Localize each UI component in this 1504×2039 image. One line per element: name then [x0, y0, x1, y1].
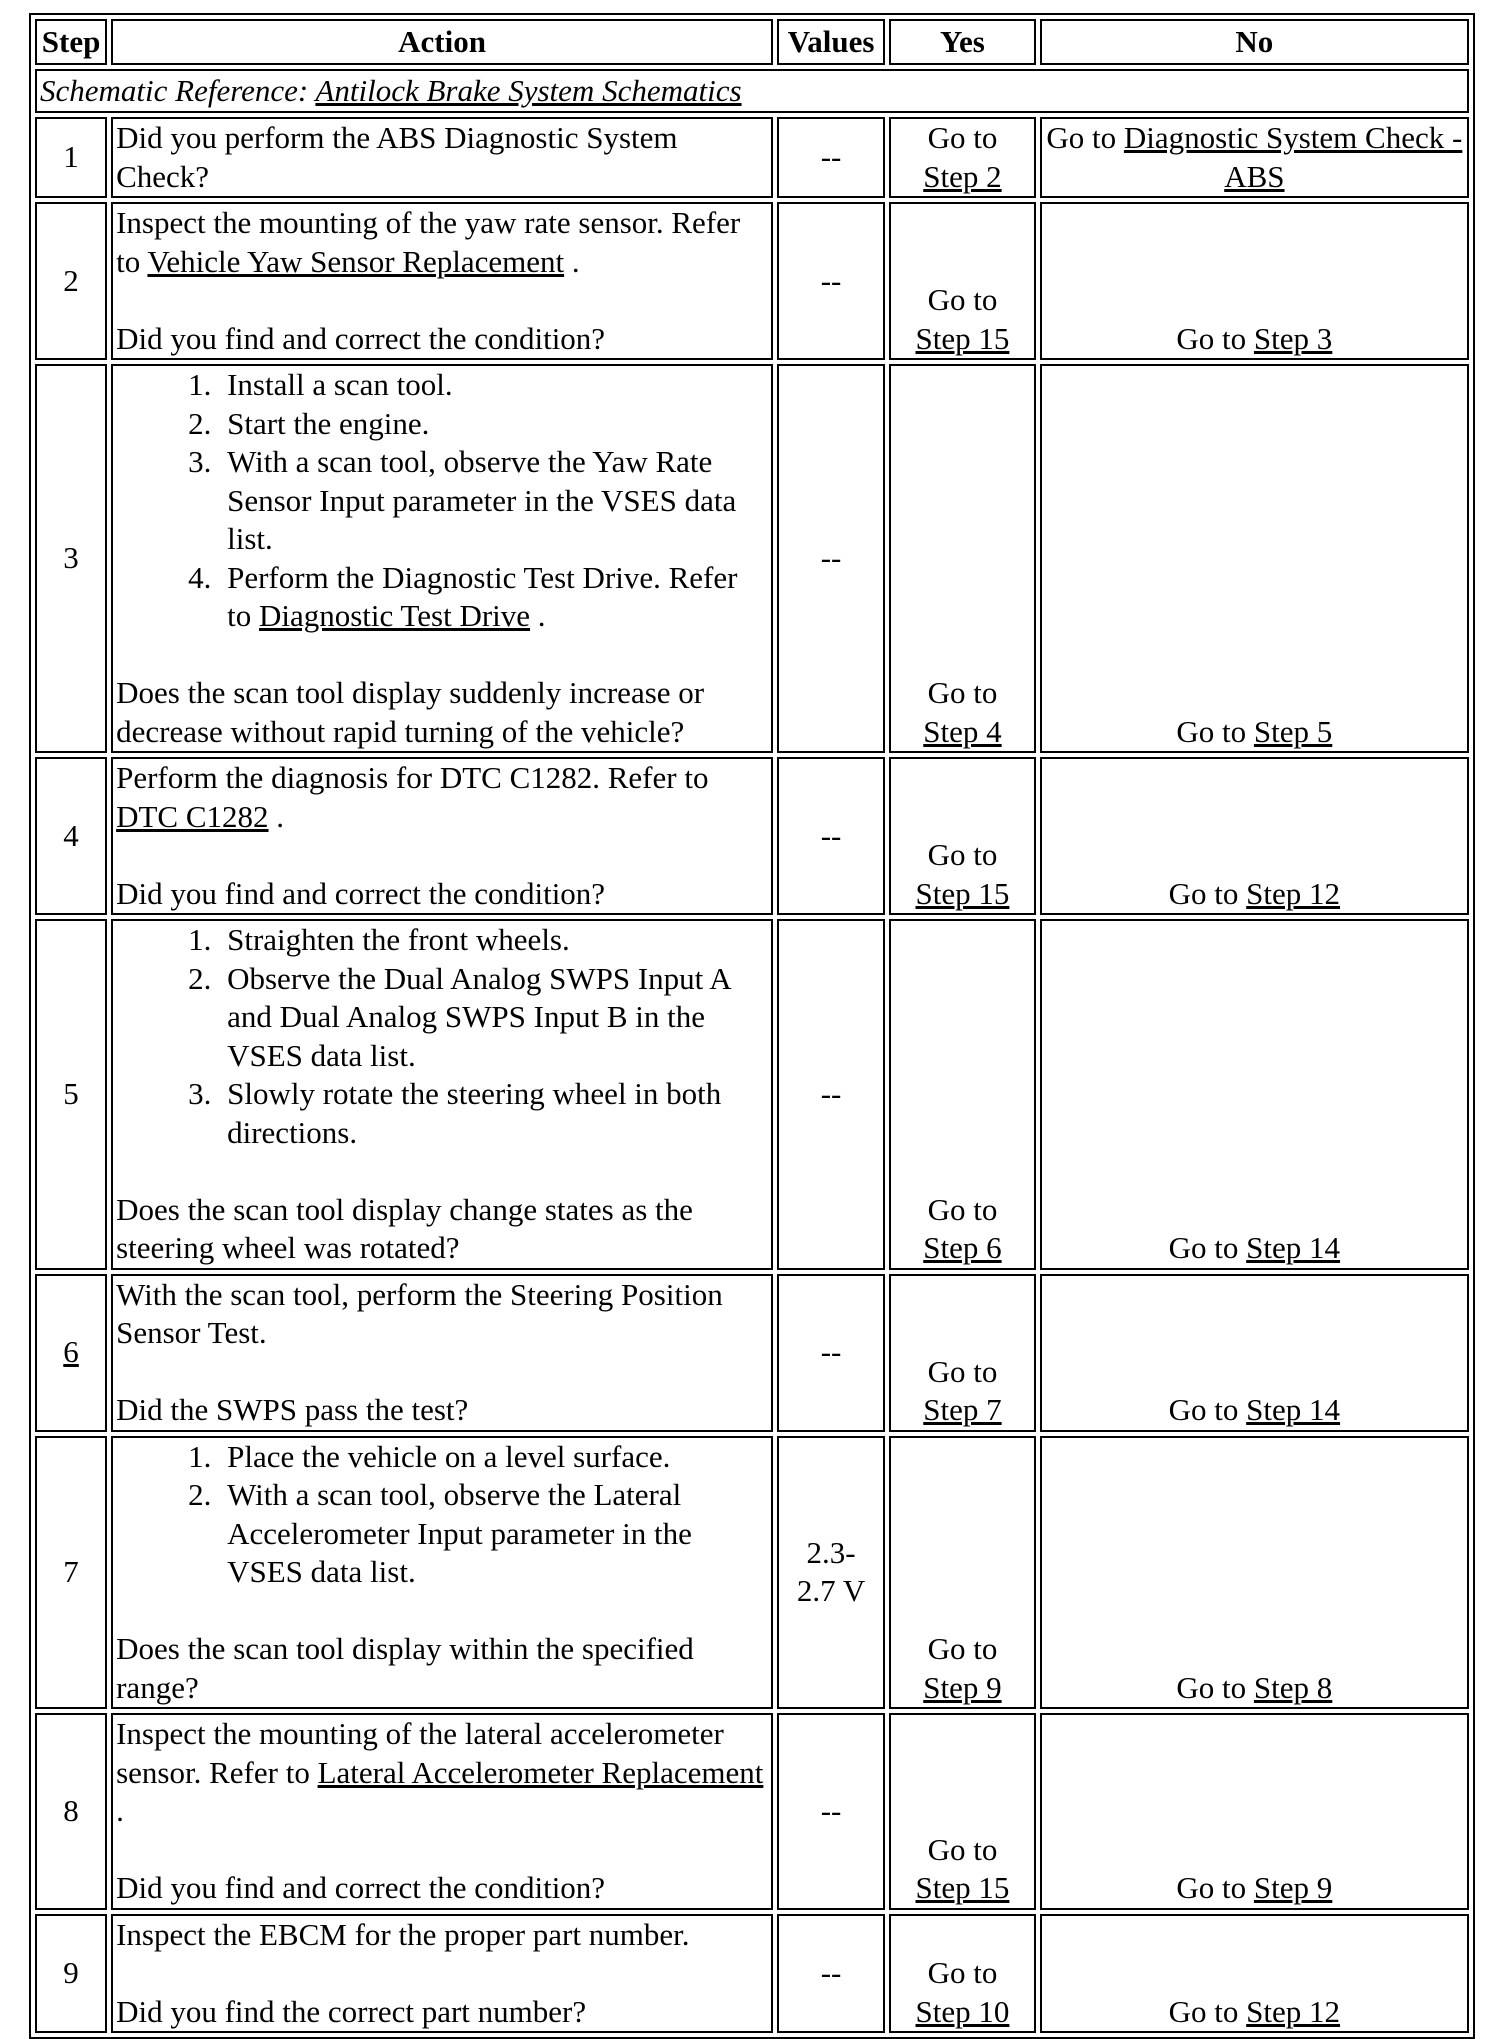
yes-cell — [889, 1436, 1036, 1710]
yes-cell — [889, 1914, 1036, 2034]
table-row — [35, 364, 1469, 753]
action-text-suffix: . — [564, 243, 580, 279]
value-range-high: 2.7 V — [796, 1573, 866, 1609]
no-link[interactable]: Step 5 — [1253, 713, 1333, 749]
table-row — [35, 117, 1469, 198]
action-text — [116, 759, 768, 836]
no-prefix: Go to — [1168, 1230, 1247, 1265]
header-row — [35, 19, 1469, 65]
header-step: Step — [35, 19, 107, 65]
step-number: 1 — [35, 117, 107, 198]
no-link[interactable]: Step 3 — [1253, 320, 1333, 356]
table-row — [35, 1274, 1469, 1432]
question-text: Did you find and correct the condition? — [116, 875, 606, 911]
action-link[interactable]: DTC C1282 — [116, 798, 269, 834]
no-prefix: Go to — [1168, 1993, 1247, 2029]
action-text-body: Inspect the mounting of the lateral accelerometer sensor. Refer to — [116, 1716, 724, 1790]
action-cell — [111, 919, 773, 1270]
values-cell: -- — [777, 117, 885, 198]
yes-link[interactable]: Step 15 — [915, 1870, 1010, 1905]
list-item: 2. Start the engine. — [219, 405, 768, 444]
no-prefix: Go to — [1176, 1669, 1254, 1705]
list-item: 2. With a scan tool, observe the Lateral Accelerometer Input parameter in the VSES data list. — [219, 1476, 768, 1592]
table-row — [35, 919, 1469, 1270]
yes-prefix: Go to — [927, 120, 998, 155]
no-cell — [1040, 1713, 1469, 1910]
yes-cell — [889, 117, 1036, 198]
yes-prefix: Go to — [927, 1955, 998, 1990]
values-cell — [777, 1436, 885, 1710]
no-prefix: Go to — [1176, 1870, 1254, 1905]
action-link[interactable]: Vehicle Yaw Sensor Replacement — [147, 243, 565, 279]
action-cell — [111, 364, 773, 753]
yes-link[interactable]: Step 7 — [923, 1392, 1002, 1427]
values-cell: -- — [777, 364, 885, 753]
question-text: Did you find and correct the condition? — [116, 320, 606, 356]
list-item: 2. Observe the Dual Analog SWPS Input A and Dual Analog SWPS Input B in the VSES data list. — [219, 960, 768, 1076]
step-number: 2 — [35, 202, 107, 360]
table-row — [35, 757, 1469, 915]
yes-prefix: Go to — [927, 675, 998, 710]
values-cell: -- — [777, 757, 885, 915]
list-item — [219, 559, 768, 636]
instruction-list — [116, 366, 768, 636]
action-cell — [111, 202, 773, 360]
no-prefix: Go to — [1168, 1392, 1247, 1427]
yes-prefix: Go to — [927, 1191, 998, 1227]
diagnostic-table — [29, 13, 1475, 2039]
yes-link[interactable]: Step 10 — [915, 1993, 1010, 2029]
schematic-row — [35, 69, 1469, 113]
schematic-prefix: Schematic Reference: — [40, 72, 316, 108]
yes-link[interactable]: Step 2 — [923, 158, 1002, 194]
no-link[interactable]: Step 14 — [1246, 1230, 1341, 1265]
table-row — [35, 1713, 1469, 1910]
value-range-low: 2.3- — [806, 1534, 856, 1570]
no-link[interactable]: Step 14 — [1246, 1392, 1341, 1427]
action-cell — [111, 1713, 773, 1910]
action-cell — [111, 1436, 773, 1710]
action-text — [116, 204, 768, 281]
header-yes: Yes — [889, 19, 1036, 65]
action-link[interactable]: Lateral Accelerometer Replacement — [317, 1754, 764, 1790]
diagnostic-table-page — [29, 13, 1475, 2039]
list-item: 3. With a scan tool, observe the Yaw Rate Sensor Input parameter in the VSES data list. — [219, 443, 768, 559]
yes-link[interactable]: Step 4 — [923, 713, 1002, 749]
no-prefix: Go to — [1176, 320, 1254, 356]
question-text: Did you find and correct the condition? — [116, 1870, 606, 1905]
instruction-list — [116, 921, 768, 1152]
step-number: 3 — [35, 364, 107, 753]
action-cell — [111, 1274, 773, 1432]
no-prefix: Go to — [1046, 120, 1124, 155]
yes-link[interactable]: Step 6 — [923, 1230, 1002, 1265]
instruction-list — [116, 1438, 768, 1592]
step-number: 4 — [35, 757, 107, 915]
question-text: Did the SWPS pass the test? — [116, 1392, 469, 1427]
question-text: Does the scan tool display within the specified range? — [116, 1631, 694, 1705]
header-values: Values — [777, 19, 885, 65]
yes-cell — [889, 919, 1036, 1270]
no-link[interactable]: Step 12 — [1246, 1993, 1341, 2029]
list-item-suffix: . — [530, 598, 546, 633]
step-number: 9 — [35, 1914, 107, 2034]
action-text — [116, 1715, 768, 1831]
table-row — [35, 202, 1469, 360]
no-link[interactable]: Diagnostic System Check - ABS — [1123, 120, 1463, 194]
yes-prefix: Go to — [927, 1353, 998, 1389]
no-cell — [1040, 202, 1469, 360]
question-text: Does the scan tool display suddenly increase or decrease without rapid turning of the vehicle? — [116, 675, 705, 749]
action-cell — [111, 117, 773, 198]
question-text: Did you find the correct part number? — [116, 1993, 587, 2029]
action-text-body: Inspect the mounting of the yaw rate sensor. Refer to — [116, 205, 741, 279]
question-text: Does the scan tool display change states as the steering wheel was rotated? — [116, 1191, 693, 1265]
values-cell: -- — [777, 1914, 885, 2034]
action-text: Inspect the EBCM for the proper part number. — [116, 1916, 690, 1952]
no-link[interactable]: Step 12 — [1246, 875, 1341, 911]
action-cell — [111, 1914, 773, 2034]
step-number: 7 — [35, 1436, 107, 1710]
no-cell — [1040, 1436, 1469, 1710]
action-link[interactable]: Diagnostic Test Drive — [258, 598, 531, 633]
yes-link[interactable]: Step 9 — [923, 1669, 1002, 1705]
yes-prefix: Go to — [927, 837, 998, 872]
no-link[interactable]: Step 9 — [1253, 1870, 1333, 1905]
question-text: Did you perform the ABS Diagnostic System Check? — [116, 120, 678, 194]
no-cell — [1040, 117, 1469, 198]
schematic-link[interactable]: Antilock Brake System Schematics — [315, 72, 742, 108]
schematic-reference — [35, 69, 1469, 113]
header-no: No — [1040, 19, 1469, 65]
yes-prefix: Go to — [927, 1831, 998, 1867]
yes-cell — [889, 757, 1036, 915]
header-action: Action — [111, 19, 773, 65]
action-text-suffix: . — [268, 798, 285, 834]
table-row — [35, 1914, 1469, 2034]
no-cell — [1040, 757, 1469, 915]
no-cell — [1040, 1274, 1469, 1432]
values-cell: -- — [777, 919, 885, 1270]
action-text-suffix: . — [116, 1793, 124, 1828]
values-cell: -- — [777, 202, 885, 360]
yes-cell — [889, 1274, 1036, 1432]
list-item: 1. Install a scan tool. — [219, 366, 768, 405]
yes-cell — [889, 1713, 1036, 1910]
step-number: 8 — [35, 1713, 107, 1910]
yes-link[interactable]: Step 15 — [915, 875, 1010, 911]
action-text-body: Perform the diagnosis for DTC C1282. Refer to — [116, 760, 709, 795]
list-item: 1. Place the vehicle on a level surface. — [219, 1438, 768, 1477]
no-prefix: Go to — [1176, 713, 1254, 749]
yes-link[interactable]: Step 15 — [915, 320, 1010, 356]
no-prefix: Go to — [1168, 875, 1247, 911]
values-cell: -- — [777, 1274, 885, 1432]
yes-prefix: Go to — [927, 1631, 998, 1666]
no-cell — [1040, 919, 1469, 1270]
yes-prefix: Go to — [927, 282, 998, 317]
no-cell — [1040, 364, 1469, 753]
action-cell — [111, 757, 773, 915]
step-number-link[interactable]: 6 — [35, 1274, 107, 1432]
list-item: 3. Slowly rotate the steering wheel in both directions. — [219, 1075, 768, 1152]
action-text: With the scan tool, perform the Steering Position Sensor Test. — [116, 1276, 723, 1350]
yes-cell — [889, 202, 1036, 360]
values-cell: -- — [777, 1713, 885, 1910]
no-cell — [1040, 1914, 1469, 2034]
no-link[interactable]: Step 8 — [1253, 1669, 1333, 1705]
step-number: 5 — [35, 919, 107, 1270]
list-item: 1. Straighten the front wheels. — [219, 921, 768, 960]
list-item-text: Perform the Diagnostic Test Drive. Refer to — [227, 559, 738, 633]
yes-cell — [889, 364, 1036, 753]
table-row — [35, 1436, 1469, 1710]
